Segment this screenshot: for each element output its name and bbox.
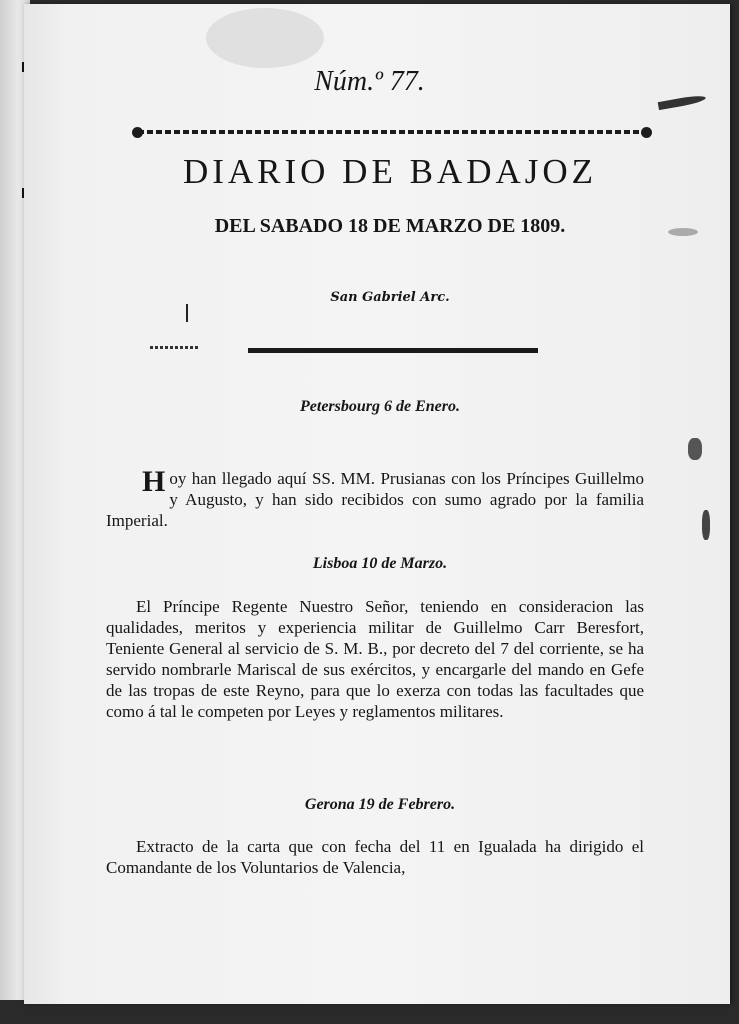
article-lisboa bbox=[106, 596, 644, 722]
masthead-title: DIARIO DE BADAJOZ bbox=[182, 152, 598, 191]
article-gerona bbox=[106, 836, 644, 878]
ornamental-rule bbox=[132, 128, 652, 136]
print-mark bbox=[150, 346, 200, 349]
drop-cap: H bbox=[142, 465, 166, 498]
paper-damage bbox=[668, 228, 698, 236]
dateline-petersbourg: Petersbourg 6 de Enero. bbox=[300, 398, 460, 415]
article-petersbourg bbox=[106, 465, 644, 531]
paper-damage bbox=[702, 510, 710, 540]
paper-stain bbox=[206, 8, 324, 68]
saint-of-day: San Gabriel Arc. bbox=[330, 290, 450, 305]
section-rule bbox=[248, 348, 538, 353]
paper-damage bbox=[688, 438, 702, 460]
article-text: El Príncipe Regente Nuestro Señor, teniendo en consideracion las qualidades, meritos y experiencia militar de Guillelmo Carr Beresfort, Teniente General al servicio de S. M. B., por decreto del 7 del corriente, se ha servido nombrarle Mariscal de sus exércitos, y encargarle del mando en Gefe de las tropas de este Reyno, para que lo exerza con todas las facultades que como á tal le competen por Leyes y reglamentos militares. bbox=[106, 597, 644, 721]
ornamental-rule-end bbox=[132, 127, 143, 138]
masthead-date: DEL SABADO 18 DE MARZO DE 1809. bbox=[214, 215, 566, 237]
article-text: Extracto de la carta que con fecha del 11 en Igualada ha dirigido el Comandante de los Voluntarios de Valencia, bbox=[106, 837, 644, 877]
dateline-gerona: Gerona 19 de Febrero. bbox=[304, 796, 456, 813]
article-text: oy han llegado aquí SS. MM. Prusianas con los Príncipes Guillelmo y Augusto, y han sido recibidos con sumo agrado por la familia Imperial. bbox=[106, 469, 644, 530]
print-mark bbox=[186, 304, 188, 322]
ornamental-rule-end bbox=[641, 127, 652, 138]
ornamental-rule-line bbox=[138, 130, 646, 134]
dateline-lisboa: Lisboa 10 de Marzo. bbox=[312, 555, 448, 572]
issue-number: Núm.º 77. bbox=[314, 66, 425, 97]
